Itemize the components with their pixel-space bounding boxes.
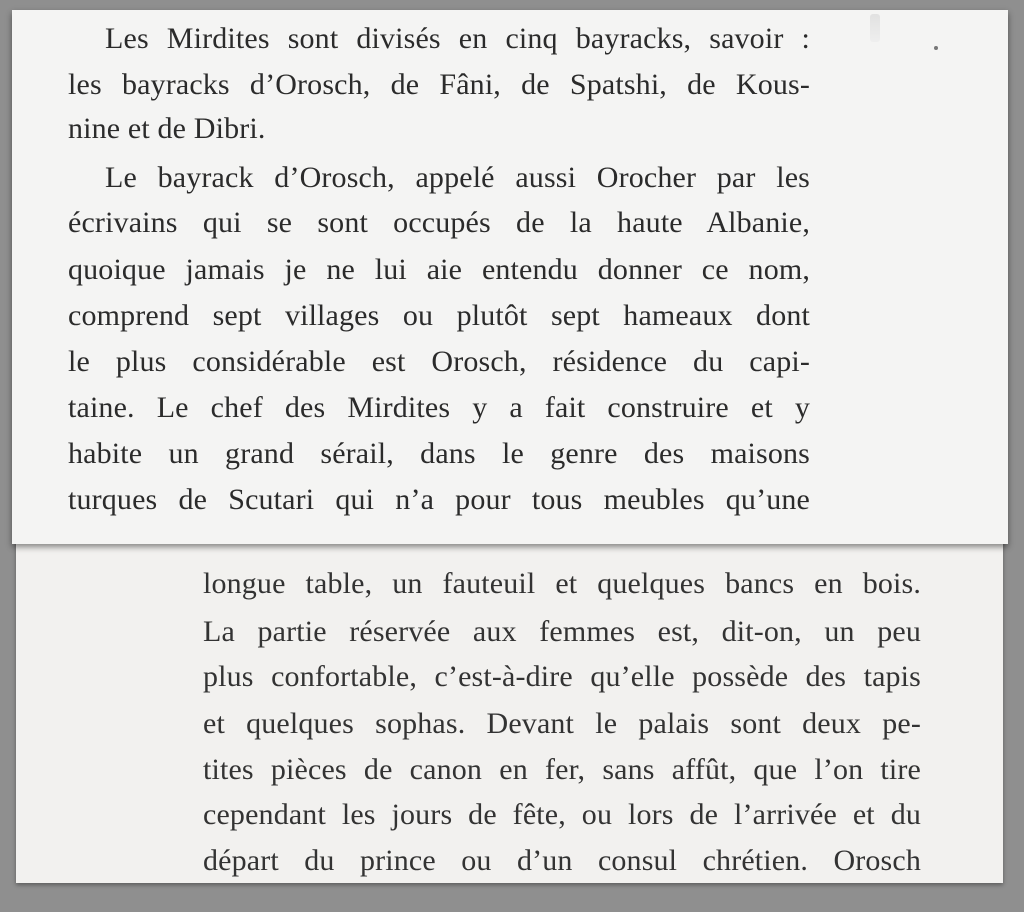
text-line: longue table, un fauteuil et quelques bancs en bois. [203, 567, 921, 600]
text-line: départ du prince ou d’un consul chrétien. Orosch [203, 844, 921, 877]
text-line: Les Mirdites sont divisés en cinq bayracks, savoir : [105, 22, 810, 55]
text-line: quoique jamais je ne lui aie entendu donner ce nom, [68, 253, 810, 286]
text-line: Le bayrack d’Orosch, appelé aussi Orocher par les [105, 161, 810, 194]
text-line: habite un grand sérail, dans le genre des maisons [68, 437, 810, 470]
text-line: cependant les jours de fête, ou lors de l’arrivée et du [203, 798, 921, 831]
text-line: le plus considérable est Orosch, résidence du capi- [68, 345, 810, 378]
text-line: taine. Le chef des Mirdites y a fait construire et y [68, 391, 810, 424]
bottom-page-fragment [16, 520, 1003, 883]
paper-speck [934, 46, 938, 50]
text-line: écrivains qui se sont occupés de la haute Albanie, [68, 206, 810, 239]
text-line: les bayracks d’Orosch, de Fâni, de Spatshi, de Kous- [68, 68, 810, 101]
text-line: turques de Scutari qui n’a pour tous meubles qu’une [68, 483, 810, 516]
text-line: tites pièces de canon en fer, sans affût, que l’on tire [203, 753, 921, 786]
text-line: La partie réservée aux femmes est, dit-on, un peu [203, 615, 921, 648]
top-page-fragment [12, 10, 1008, 544]
page-bleed-mark [870, 14, 880, 42]
text-line: plus confortable, c’est-à-dire qu’elle possède des tapis [203, 660, 921, 693]
text-line: et quelques sophas. Devant le palais sont deux pe- [203, 707, 921, 740]
text-line: comprend sept villages ou plutôt sept hameaux dont [68, 299, 810, 332]
text-line: nine et de Dibri. [68, 112, 266, 145]
